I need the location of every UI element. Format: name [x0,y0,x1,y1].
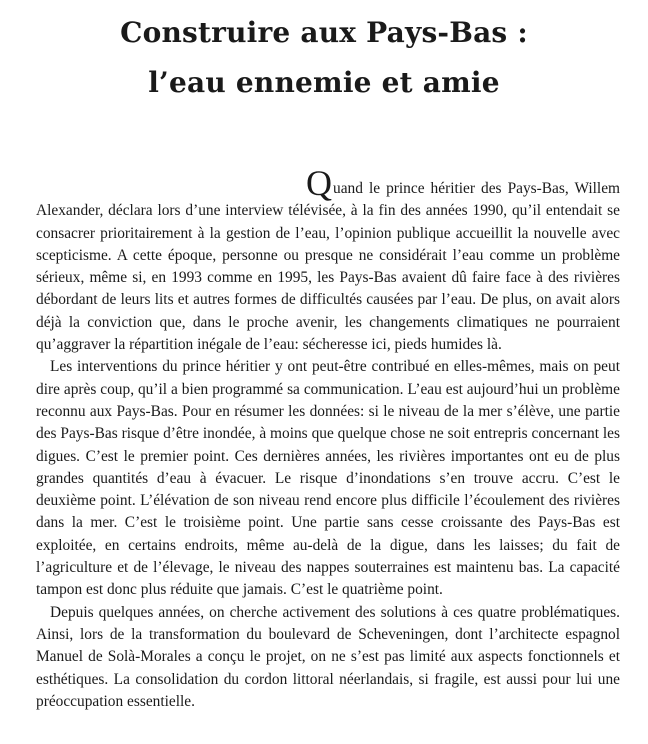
title-line-2: l’eau ennemie et amie [148,66,500,99]
paragraph-3: Depuis quelques années, on cherche activement des solutions à ces quatre problématiques. Ainsi, lors de la transformation du boulevard de Scheveningen, dont l’architecte espagnol Manuel de Solà-Morales a conçu le projet, on ne s’est pas limité aux aspects fonctionnels et esthétiques. La consolidation du cordon littoral néerlandais, si fragile, est aussi pour lui une préoccupation essentielle. [36,603,620,710]
drop-cap: Q [306,163,332,203]
paragraph-2: Les interventions du prince héritier y ont peut-être contribué en elles-mêmes, mais on peut dire après coup, qu’il a bien programmé sa communication. L’eau est aujourd’hui un problème reconnu aux Pays-Bas. Pour en résumer les données: si le niveau de la mer s’élève, une partie des Pays-Bas risque d’être inondée, à moins que quelque chose ne soit entrepris concernant les digues. C’est le premier point. Ces dernières années, les rivières importantes ont eu de plus grandes quantités d’eau à évacuer. Le risque d’inondations s’en trouve accru. C’est le deuxième point. L’élévation de son niveau rend encore plus difficile l’écoulement des rivières dans la mer. C’est le troisième point. Une partie sans cesse croissante des Pays-Bas est exploitée, en certains endroits, même au-delà de la digue, dans les laisses; du fait de l’agriculture et de l’élevage, le niveau des nappes souterraines est maintenu bas. La capacité tampon est donc plus réduite que jamais. C’est le quatrième point. [36,358,620,599]
title-line-1: Construire aux Pays-Bas : [120,16,528,49]
paragraph-1 [36,163,620,356]
article-title [0,8,648,108]
paragraph-1-text: uand le prince héritier des Pays-Bas, Willem Alexander, déclara lors d’une interview télévisée, à la fin des années 1990, qu’il entendait se consacrer prioritairement à la gestion de l’eau, l’opinion publique accueillit la nouvelle avec scepticisme. A cette époque, personne ou presque ne considérait l’eau comme un problème sérieux, même si, en 1993 comme en 1995, les Pays-Bas avaient dû faire face à des rivières débordant de leurs lits et autres formes de difficultés causées par l’eau. De plus, on avait alors déjà la conviction que, dans le proche avenir, les changements climatiques ne pourraient qu’aggraver la répartition inégale de l’eau: sécheresse ici, pieds humides là. [36,180,620,354]
article-body [36,163,620,713]
